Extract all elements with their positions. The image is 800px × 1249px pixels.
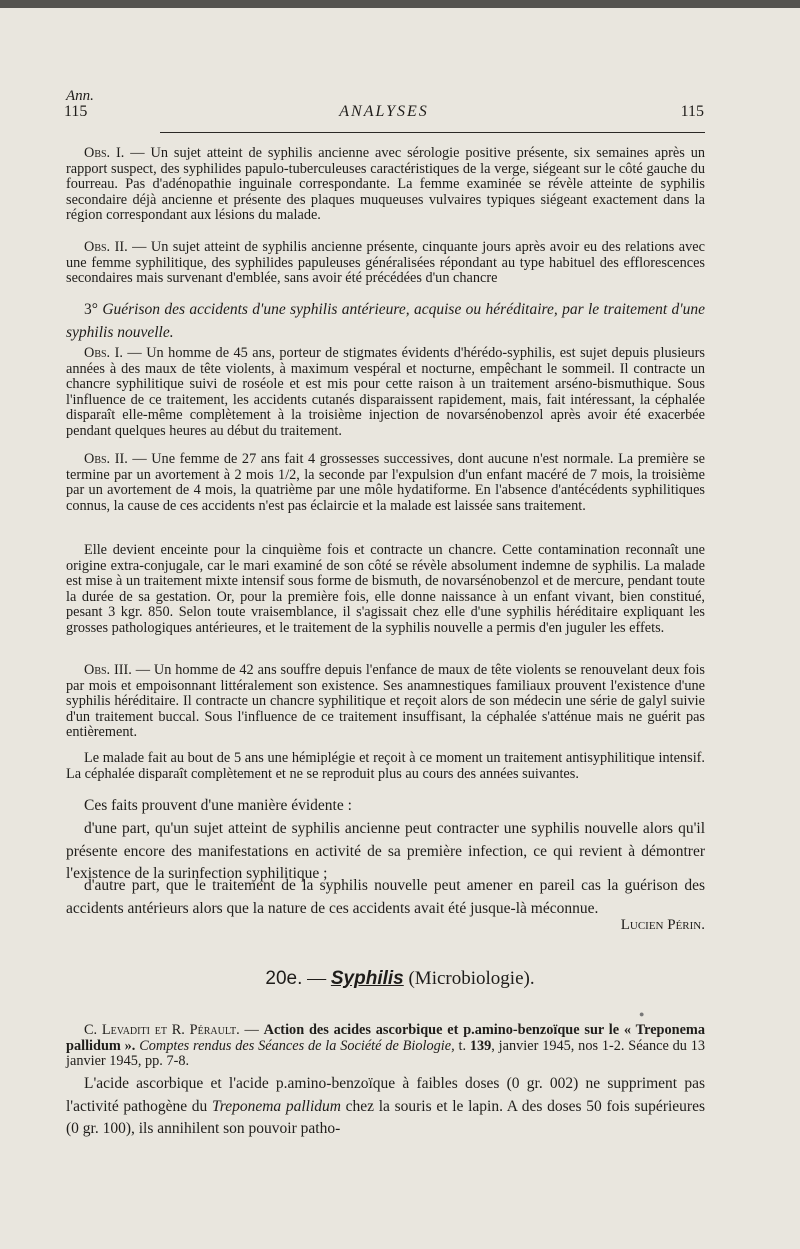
section-dash: — [302, 968, 331, 989]
observation-label: Obs. II. [84, 239, 128, 255]
case-3-continued: Le malade fait au bout de 5 ans une hémiplégie et reçoit à ce moment un traitement antisyphilitique intensif. La céphalée disparaît complètement et ne se reproduit plus au cours des années suivantes. [66, 750, 705, 782]
reference-title: Action des acides ascorbique et p.amino-benzoïque sur le « Treponema pallidum ». [66, 1022, 705, 1054]
bibliographic-reference [66, 1023, 705, 1070]
observation-2 [66, 240, 705, 287]
heading-text: Guérison des accidents d'une syphilis antérieure, acquise ou héréditaire, par le traitement d'une syphilis nouvelle. [66, 301, 705, 341]
section-name: Syphilis [330, 968, 404, 989]
observation-text: — Un sujet atteint de syphilis ancienne présente, cinquante jours après avoir eu des relations avec une femme syphilitique, des syphilides papuleuses généralisées répondant au type habituel des efflorescences secondaires mais survenant d'emblée, sans avoir été précédées d'un chancre [66, 239, 705, 287]
running-title: ANALYSES [339, 103, 429, 120]
conclusion-first: d'une part, qu'un sujet atteint de syphilis ancienne peut contracter une syphilis nouvelle alors qu'il présente encore des manifestations en activité de sa première infection, ce qui revient à démontrer l'existence de la surinfection syphilitique ; [66, 820, 705, 882]
species-name: Treponema pallidum [211, 1097, 341, 1115]
case-text: — Un homme de 45 ans, porteur de stigmates évidents d'hérédo-syphilis, est sujet depuis plusieurs années à des maux de tête violents, à maximum vespéral et nocturne, empêchant le sommeil. Il contracte un chancre syphilitique suivi de roséole et est mis pour cette raison à un traitement arséno-bismuthique. Sous l'influence de ce traitement, les accidents cutanés disparaissent rapidement, mais, fait intéressant, la céphalée disparaît elle-même complètement à la troisième injection de novarsénobenzol après avoir été exacerbée pendant quelques heures au début du traitement. [66, 345, 705, 439]
reference-journal: Comptes rendus des Séances de la Société de Biologie, [135, 1037, 455, 1054]
case-label: Obs. I. [84, 345, 123, 361]
running-header [64, 103, 704, 127]
reference-authors: C. Levaditi et R. Pérault. [84, 1022, 240, 1038]
reference-dash: — [239, 1022, 264, 1038]
signature: Lucien Périn. [620, 917, 705, 933]
page-number-left: 115 [64, 103, 88, 120]
observation-label: Obs. I. [84, 145, 125, 161]
abstract-paragraph [66, 1073, 705, 1141]
heading-number: 3° [84, 301, 98, 318]
reference-volume: 139 [469, 1037, 492, 1054]
header-rule [160, 132, 705, 133]
section-heading-20e [0, 968, 800, 990]
case-2 [66, 452, 705, 514]
section-number: 20e. [265, 968, 303, 989]
observation-text: — Un sujet atteint de syphilis ancienne avec sérologie positive présente, six semaines après un rapport suspect, des syphilides papulo-tuberculeuses caractéristiques de la verge, siégeant sur le côté gauche du fourreau. Pas d'adénopathie inguinale correspondante. La femme examinée se révèle atteinte de syphilis secondaire déjà ancienne et présente des plaques muqueuses vulvaires typiques siégeant exactement dans la région correspondant aux lésions du malade. [66, 145, 706, 224]
case-label: Obs. II. [84, 451, 128, 467]
case-text: — Une femme de 27 ans fait 4 grossesses successives, dont aucune n'est normale. La première se termine par un avortement à 2 mois 1/2, la seconde par l'expulsion d'un enfant macéré de 7 mois, la troisième par un avortement de 4 mois, la quatrième par une môle hydatiforme. En l'absence d'antécédents syphilitiques connus, la cause de ces accidents n'est pas éclaircie et la malade est laissée sans traitement. [66, 451, 705, 514]
case-3 [66, 663, 705, 741]
section-heading-3 [66, 299, 705, 344]
margin-annotation: Ann. [66, 88, 94, 104]
conclusion-intro: Ces faits prouvent d'une manière évidente : [84, 797, 352, 814]
section-subtitle: (Microbiologie). [403, 968, 535, 989]
abstract-text-continued: chez la souris et le lapin. A des doses 50 fois supérieures (0 gr. 100), ils annihilent son pouvoir patho- [66, 1097, 705, 1137]
case-text: — Un homme de 42 ans souffre depuis l'enfance de maux de tête violents se renouvelant deux fois par mois et empoisonnant littéralement son existence. Ses anamnestiques familiaux prouvent l'existence d'une syphilis héréditaire. Il contracte un chancre syphilitique et reçoit alors de son médecin une série de galyl suivie d'un traitement buccal. Sous l'influence de ce traitement insuffisant, la céphalée s'atténue mais ne guérit pas entièrement. [66, 662, 705, 741]
case-2-continued: Elle devient enceinte pour la cinquième fois et contracte un chancre. Cette contamination reconnaît une origine extra-conjugale, car le mari examiné de son côté se révèle absolument indemne de syphilis. La malade est mise à un traitement mixte intensif sous forme de bismuth, de novarsénobenzol et de mercure, pendant toute la durée de sa gestation. Or, pour la première fois, elle donne naissance à un enfant vivant, bien constitué, pesant 3 kgr. 850. Selon toute vraisemblance, il s'agissait chez elle d'une syphilis héréditaire expliquant les grosses pathologiques antérieures, et le traitement de la syphilis nouvelle a permis d'en juguler les effets. [66, 542, 705, 636]
case-1 [66, 346, 705, 440]
conclusion-second: d'autre part, que le traitement de la syphilis nouvelle peut amener en pareil cas la guérison des accidents antérieurs alors que la nature de ces accidents avait été jusque-là méconnue. [66, 877, 705, 917]
speck: ● [639, 1009, 645, 1019]
abstract-text: L'acide ascorbique et l'acide p.amino-benzoïque à faibles doses (0 gr. 002) ne suppriment pas l'activité pathogène du [66, 1075, 705, 1115]
page-top-band [0, 0, 800, 8]
page-number-right: 115 [680, 103, 704, 120]
reference-tome: t. [454, 1037, 470, 1054]
observation-1 [66, 146, 705, 224]
case-label: Obs. III. [84, 662, 132, 678]
reference-details: , janvier 1945, nos 1-2. Séance du 13 janvier 1945, pp. 7-8. [66, 1037, 706, 1070]
